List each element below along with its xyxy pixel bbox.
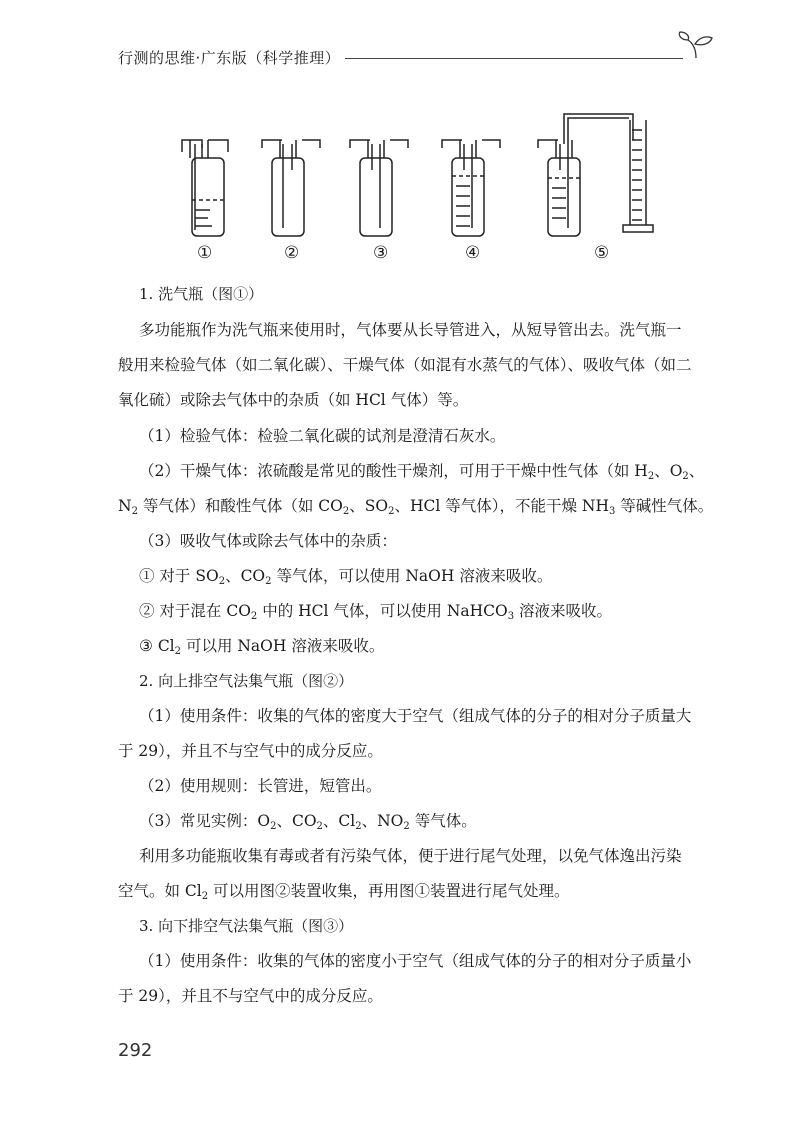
page-number: 292 bbox=[118, 1040, 153, 1061]
figure-label: ① bbox=[197, 243, 213, 263]
item-3: （3）吸收气体或除去气体中的杂质： bbox=[139, 532, 397, 550]
header-rule bbox=[345, 58, 683, 59]
figure-label: ② bbox=[284, 243, 300, 263]
sprout-icon bbox=[676, 30, 716, 60]
section-1-title: 1. 洗气瓶（图①） bbox=[139, 285, 264, 303]
case-1: ① 对于 $SO_2$、$CO_2$ 等气体，可以使用 NaOH 溶液来吸收。 bbox=[139, 567, 553, 587]
paragraph-line: 多功能瓶作为洗气瓶来使用时，气体要从长导管进入，从短导管出去。洗气瓶一 bbox=[139, 321, 682, 339]
paragraph-line: （3）常见实例：$O_2$、$CO_2$、$Cl_2$、$NO_2$ 等气体。 bbox=[139, 812, 477, 832]
item-2-line-1: （2）干燥气体：浓硫酸是常见的酸性干燥剂，可用于干燥中性气体（如 $H_2$、$O_2$、 bbox=[139, 462, 705, 482]
bottle-3-downward bbox=[350, 140, 408, 236]
section-3-title: 3. 向下排空气法集气瓶（图③） bbox=[139, 917, 354, 935]
apparatus-figure bbox=[170, 100, 670, 245]
figure-label: ⑤ bbox=[594, 243, 610, 263]
paragraph-line: 利用多功能瓶收集有毒或者有污染气体，便于进行尾气处理，以免气体逸出污染 bbox=[139, 847, 682, 865]
section-2-title: 2. 向上排空气法集气瓶（图②） bbox=[139, 672, 354, 690]
figure-label: ③ bbox=[373, 243, 389, 263]
running-header: 行测的思维·广东版（科学推理） bbox=[118, 49, 341, 67]
case-3: ③ $Cl_2$ 可以用 NaOH 溶液来吸收。 bbox=[139, 637, 385, 657]
item-1: （1）检验气体：检验二氧化碳的试剂是澄清石灰水。 bbox=[139, 427, 506, 445]
bottle-4 bbox=[442, 140, 500, 236]
paragraph-line: 氧化硫）或除去气体中的杂质（如 HCl 气体）等。 bbox=[118, 391, 469, 409]
bottle-2-upward bbox=[262, 140, 320, 236]
paragraph-line: 于 29），并且不与空气中的成分反应。 bbox=[118, 742, 383, 760]
paragraph-line: 空气。如 $Cl_2$ 可以用图②装置收集，再用图①装置进行尾气处理。 bbox=[118, 882, 570, 902]
figure-label: ④ bbox=[465, 243, 481, 263]
paragraph-line: （1）使用条件：收集的气体的密度小于空气（组成气体的分子的相对分子质量小 bbox=[139, 952, 692, 970]
case-2: ② 对于混在 $CO_2$ 中的 HCl 气体，可以使用 NaHCO$_3$ 溶液来吸收。 bbox=[139, 602, 613, 622]
paragraph-line: 般用来检验气体（如二氧化碳）、干燥气体（如混有水蒸气的气体）、吸收气体（如二 bbox=[118, 356, 692, 374]
item-2-line-2: $N_2$ 等气体）和酸性气体（如 $CO_2$、$SO_2$、HCl 等气体），不能干燥 $NH_3$ 等碱性气体。 bbox=[118, 497, 714, 517]
figure-labels bbox=[0, 243, 800, 267]
bottle-5-measure bbox=[538, 114, 653, 236]
paragraph-line: （2）使用规则：长管进，短管出。 bbox=[139, 777, 382, 795]
paragraph-line: （1）使用条件：收集的气体的密度大于空气（组成气体的分子的相对分子质量大 bbox=[139, 707, 692, 725]
bottle-1-wash bbox=[182, 140, 228, 236]
paragraph-line: 于 29），并且不与空气中的成分反应。 bbox=[118, 987, 383, 1005]
